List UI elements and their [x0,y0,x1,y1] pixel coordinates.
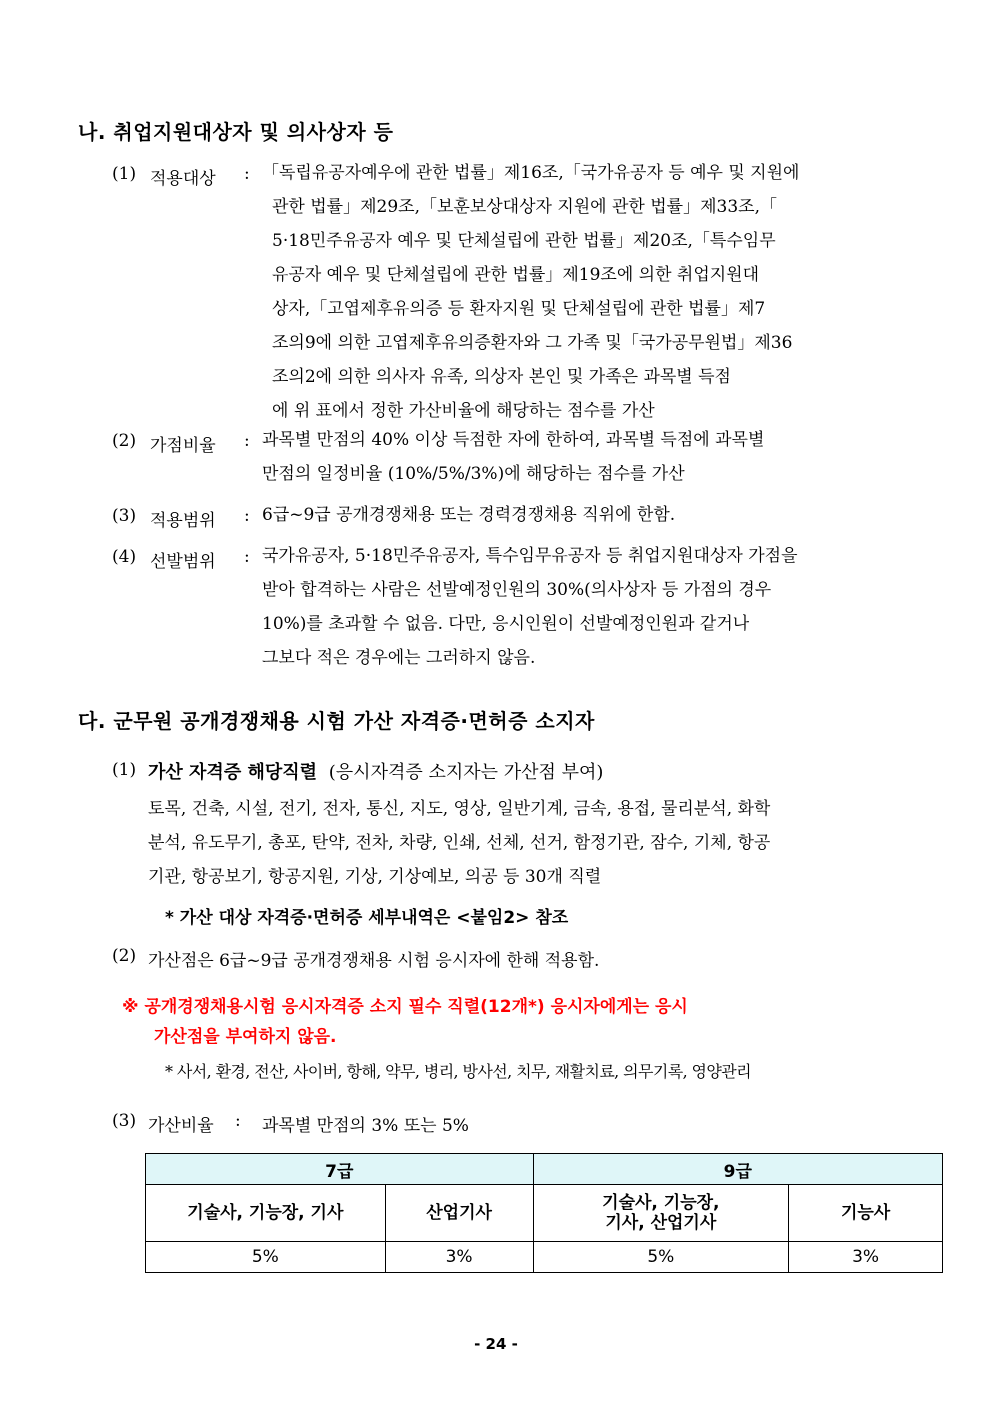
warning-line: 가산점을 부여하지 않음. [154,1027,337,1047]
column-header-line: 기사, 산업기사 [605,1213,717,1233]
grade-7-header: 7급 [146,1154,534,1185]
warning-line: ※ 공개경쟁채용시험 응시자격증 소지 필수 직렬(12개*) 응시자에게는 응시 [122,997,688,1017]
body-line: 상자,「고엽제후유의증 등 환자지원 및 단체설립에 관한 법률」제7 [272,299,766,319]
job-series-list [148,792,944,894]
section-heading-da: 다. 군무원 공개경쟁채용 시험 가산 자격증·면허증 소지자 [78,709,595,733]
body-line: 받아 합격하는 사람은 선발예정인원의 30%(의사상자 등 가점의 경우 [262,580,772,600]
table-cell: 5% [533,1242,789,1273]
item-number: (3) [112,1111,137,1131]
bonus-rate-table [145,1153,943,1273]
body-line: 6급~9급 공개경쟁채용 또는 경력경쟁채용 직위에 한함. [262,505,676,525]
item-text: 과목별 만점의 3% 또는 5% [262,1116,469,1136]
body-line: 「독립유공자예우에 관한 법률」제16조,「국가유공자 등 예우 및 지원에 [262,163,800,183]
body-line: 조의9에 의한 고엽제후유의증환자와 그 가족 및「국가공무원법」제36 [272,333,793,353]
body-line: 10%)를 초과할 수 없음. 다만, 응시인원이 선발예정인원과 같거나 [262,614,750,634]
warning-notice [122,992,922,1052]
item-number: (3) [112,506,137,526]
item-label: 가점비율 [150,436,216,456]
item-number: (1) [112,164,137,184]
item-colon: : [244,547,250,567]
body-line: 조의2에 의한 의사자 유족, 의상자 본인 및 가족은 과목별 득점 [272,367,731,387]
body-line: 기관, 항공보기, 항공지원, 기상, 기상예보, 의공 등 30개 직렬 [148,867,602,887]
item-colon: : [244,506,250,526]
column-header-line: 기술사, 기능장, [602,1193,720,1213]
item-body [262,539,944,675]
item-number: (1) [112,760,137,780]
item-colon: : [244,164,250,184]
body-line: 토목, 건축, 시설, 전기, 전자, 통신, 지도, 영상, 일반기계, 금속, 용접, 물리분석, 화학 [148,799,771,819]
item-colon: : [235,1111,241,1131]
body-line: 에 위 표에서 정한 가산비율에 해당하는 점수를 가산 [272,401,655,421]
item-text: 가산점은 6급~9급 공개경쟁채용 시험 응시자에 한해 적용함. [148,951,600,971]
item-title [148,758,603,784]
item-body [262,498,944,532]
table-cell: 5% [146,1242,386,1273]
column-header [533,1185,789,1242]
item-label: 선발범위 [150,552,216,572]
column-header: 기능사 [789,1185,943,1242]
section-heading-na: 나. 취업지원대상자 및 의사상자 등 [78,120,394,144]
body-line: 만점의 일정비율 (10%/5%/3%)에 해당하는 점수를 가산 [262,464,685,484]
item-number: (2) [112,946,137,966]
body-line: 유공자 예우 및 단체설립에 관한 법률」제19조에 의한 취업지원대 [272,265,760,285]
page-number: - 24 - [474,1335,518,1353]
item-body [262,156,944,428]
item-title-text: 가산 자격증 해당직렬 [148,762,318,783]
body-line: 국가유공자, 5·18민주유공자, 특수임무유공자 등 취업지원대상자 가점을 [262,546,798,566]
item-label: 적용대상 [150,169,216,189]
grade-9-header: 9급 [533,1154,943,1185]
body-line: 분석, 유도무기, 총포, 탄약, 전차, 차량, 인쇄, 선체, 선거, 함정기관, 잠수, 기체, 항공 [148,833,771,853]
table-cell: 3% [789,1242,943,1273]
body-line: 5·18민주유공자 예우 및 단체설립에 관한 법률」제20조,「특수임무 [272,231,776,251]
item-number: (4) [112,547,137,567]
table-cell: 3% [385,1242,533,1273]
warning-footnote: * 사서, 환경, 전산, 사이버, 항해, 약무, 병리, 방사선, 치무, 재활치료, 의무기록, 영양관리 [165,1062,751,1081]
column-header: 산업기사 [385,1185,533,1242]
reference-note: * 가산 대상 자격증·면허증 세부내역은 <붙임2> 참조 [165,908,569,928]
item-label: 적용범위 [150,511,216,531]
item-body [262,423,944,491]
item-title-note: (응시자격증 소지자는 가산점 부여) [328,762,604,783]
column-header: 기술사, 기능장, 기사 [146,1185,386,1242]
body-line: 그보다 적은 경우에는 그러하지 않음. [262,648,536,668]
body-line: 과목별 만점의 40% 이상 득점한 자에 한하여, 과목별 득점에 과목별 [262,430,765,450]
item-label: 가산비율 [148,1116,214,1136]
item-number: (2) [112,431,137,451]
item-colon: : [244,431,250,451]
body-line: 관한 법률」제29조,「보훈보상대상자 지원에 관한 법률」제33조,「 [272,197,777,217]
